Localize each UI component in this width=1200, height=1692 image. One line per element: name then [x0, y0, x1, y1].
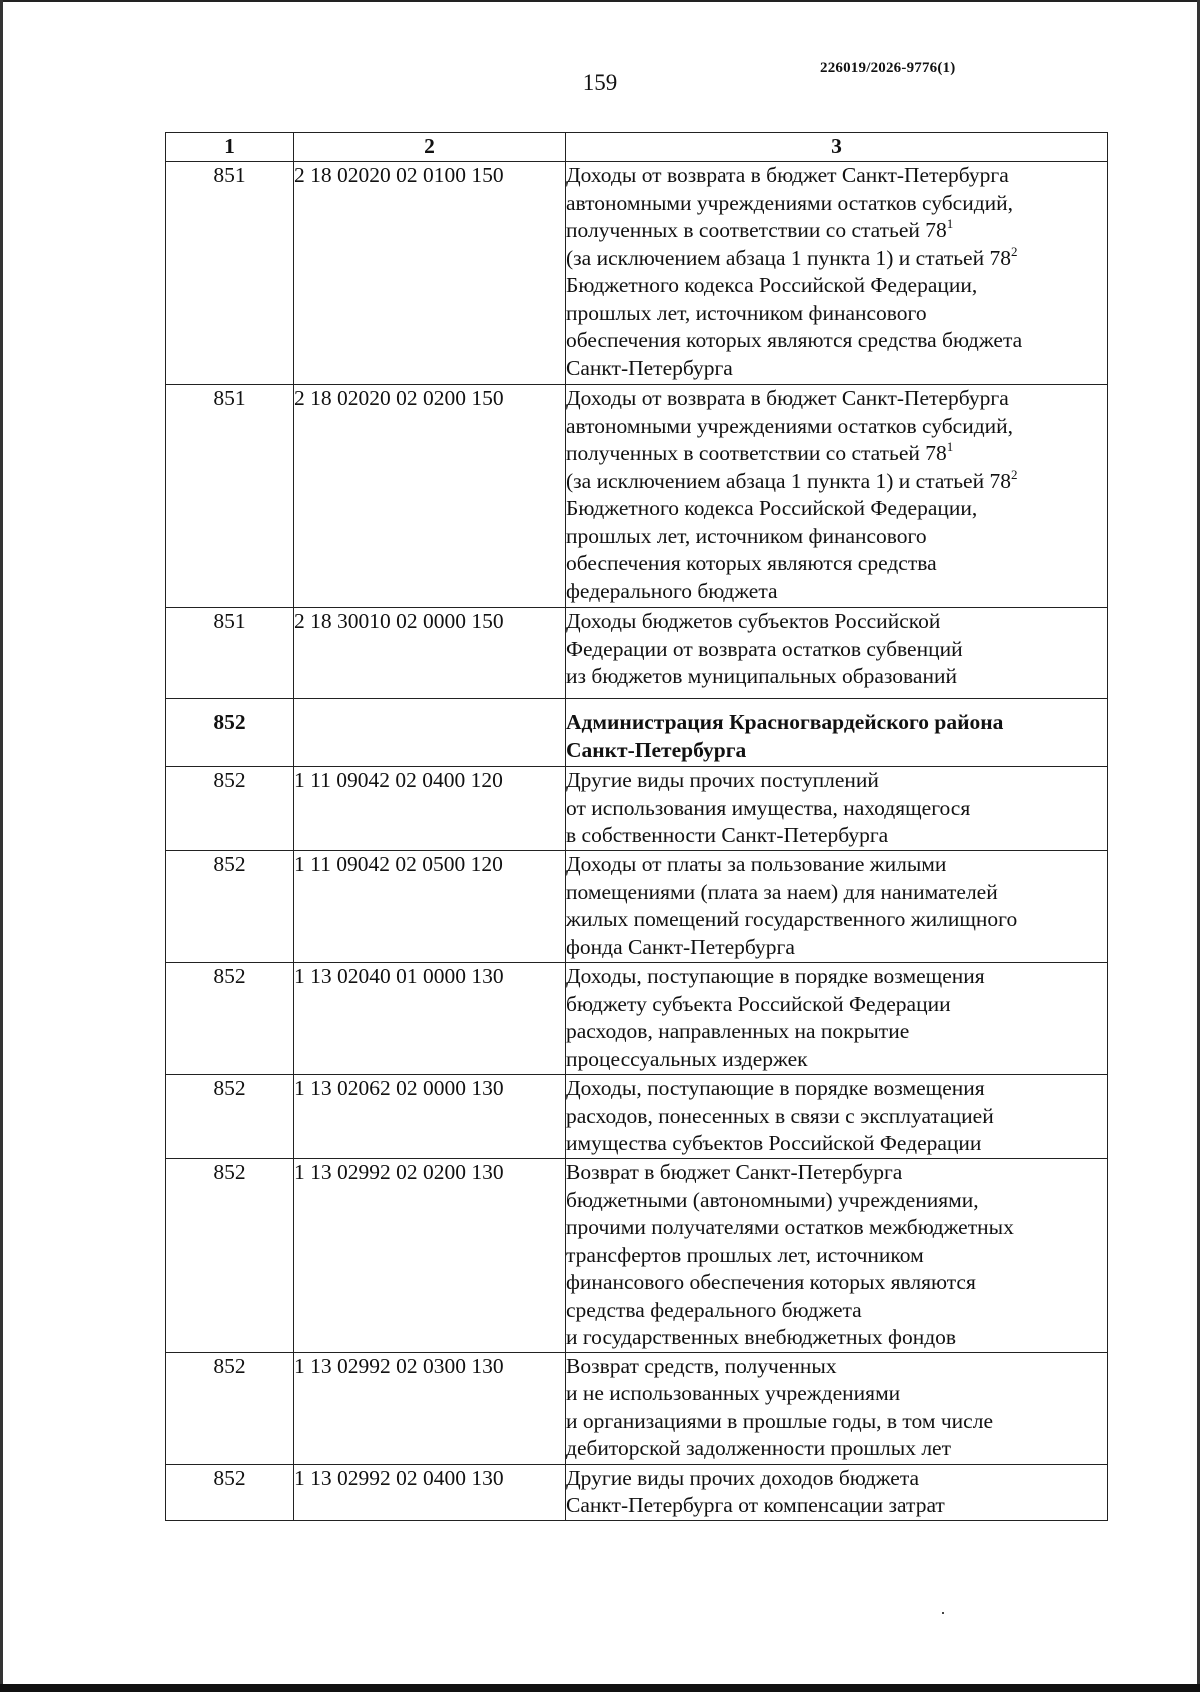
description-line: (за исключением абзаца 1 пункта 1) и статьей $78^2$: [566, 243, 1018, 270]
column-header-3: 3: [566, 133, 1108, 162]
section-title-cell: [566, 699, 1108, 767]
revenue-code-cell: 2 18 30010 02 0000 150: [294, 608, 566, 699]
description-line: бюджету субъекта Российской Федерации: [566, 991, 951, 1016]
table-row: [166, 767, 1108, 851]
description-line: в собственности Санкт-Петербурга: [566, 823, 889, 847]
column-header-2: 2: [294, 133, 566, 162]
admin-code-cell: 852: [166, 1159, 294, 1353]
admin-code-cell: 851: [166, 608, 294, 699]
column-header-1: 1: [166, 133, 294, 162]
table-row: [166, 851, 1108, 963]
revenue-code-cell: 1 13 02992 02 0300 130: [294, 1352, 566, 1464]
description-line: Доходы от возврата в бюджет Санкт-Петербурга: [566, 386, 1009, 410]
revenue-code-cell: 1 13 02992 02 0400 130: [294, 1464, 566, 1520]
table-row: [166, 385, 1108, 608]
description-line: бюджетными (автономными) учреждениями,: [566, 1187, 979, 1212]
admin-code-cell: 852: [166, 963, 294, 1075]
admin-code-cell: 852: [166, 851, 294, 963]
description-line: и не использованных учреждениями: [566, 1381, 901, 1405]
description-line: Другие виды прочих доходов бюджета: [566, 1465, 920, 1490]
description-line: Другие виды прочих поступлений: [566, 768, 879, 792]
superscript: 2: [1010, 466, 1018, 482]
description-line: имущества субъектов Российской Федерации: [566, 1131, 982, 1155]
superscript: 1: [946, 439, 954, 454]
section-title-line: Администрация Красногвардейского района: [566, 710, 1004, 734]
description-cell: [566, 162, 1108, 385]
revenue-code-cell: 1 13 02040 01 0000 130: [294, 963, 566, 1075]
description-line: Доходы, поступающие в порядке возмещения: [566, 1076, 985, 1100]
description-line: обеспечения которых являются средства бюджета: [566, 328, 1023, 352]
description-line: Доходы бюджетов субъектов Российской: [566, 609, 941, 633]
description-line: автономными учреждениями остатков субсидий,: [566, 190, 1014, 215]
table-row: [166, 1464, 1108, 1520]
description-line: расходов, направленных на покрытие: [566, 1019, 910, 1043]
scan-border-left: [0, 0, 3, 1692]
description-line: средства федерального бюджета: [566, 1297, 862, 1322]
description-line: Доходы от возврата в бюджет Санкт-Петербурга: [566, 163, 1009, 187]
description-cell: [566, 767, 1108, 851]
description-line: фонда Санкт-Петербурга: [566, 934, 795, 959]
description-line: Бюджетного кодекса Российской Федерации,: [566, 273, 978, 297]
description-line: прошлых лет, источником финансового: [566, 300, 927, 325]
revenue-code-cell: 2 18 02020 02 0100 150: [294, 162, 566, 385]
revenue-codes-table: [165, 132, 1108, 1521]
table-row: [166, 162, 1108, 385]
description-line: Доходы, поступающие в порядке возмещения: [566, 964, 985, 988]
description-cell: [566, 608, 1108, 699]
admin-code-cell: 852: [166, 1075, 294, 1159]
page-number: 159: [582, 70, 618, 95]
description-line: Федерации от возврата остатков субвенций: [566, 636, 963, 661]
revenue-code-cell: [294, 699, 566, 767]
admin-code-cell: 852: [166, 1464, 294, 1520]
table-row: [166, 1159, 1108, 1353]
description-line: полученных в соответствии со статьей $78^1$: [566, 439, 954, 465]
description-line: помещениями (плата за наем) для нанимателей: [566, 879, 998, 904]
description-line: Доходы от платы за пользование жилыми: [566, 852, 947, 876]
description-cell: [566, 1159, 1108, 1353]
description-line: прочими получателями остатков межбюджетных: [566, 1215, 1014, 1239]
description-line: (за исключением абзаца 1 пункта 1) и статьей $78^2$: [566, 466, 1018, 493]
description-line: финансового обеспечения которых являются: [566, 1270, 976, 1294]
revenue-code-cell: 1 11 09042 02 0500 120: [294, 851, 566, 963]
revenue-code-cell: 1 13 02062 02 0000 130: [294, 1075, 566, 1159]
description-line: федерального бюджета: [566, 578, 778, 603]
admin-code-cell: 852: [166, 699, 294, 767]
description-cell: [566, 1075, 1108, 1159]
description-cell: [566, 1352, 1108, 1464]
description-line: Бюджетного кодекса Российской Федерации,: [566, 496, 978, 520]
revenue-code-cell: 2 18 02020 02 0200 150: [294, 385, 566, 608]
description-cell: [566, 851, 1108, 963]
description-line: дебиторской задолженности прошлых лет: [566, 1436, 951, 1460]
table-row: [166, 1075, 1108, 1159]
scan-border-bottom: [0, 1684, 1200, 1692]
description-line: процессуальных издержек: [566, 1046, 808, 1071]
admin-code-cell: 852: [166, 1352, 294, 1464]
description-line: автономными учреждениями остатков субсидий,: [566, 413, 1014, 438]
description-line: Санкт-Петербурга от компенсации затрат: [566, 1493, 945, 1517]
description-line: и организациями в прошлые годы, в том числе: [566, 1408, 993, 1433]
description-line: жилых помещений государственного жилищного: [566, 907, 1018, 931]
admin-code-cell: 851: [166, 385, 294, 608]
table-row: [166, 1352, 1108, 1464]
table-row: [166, 963, 1108, 1075]
superscript: 2: [1010, 243, 1018, 259]
admin-code-cell: 852: [166, 767, 294, 851]
admin-code-cell: 851: [166, 162, 294, 385]
description-line: от использования имущества, находящегося: [566, 795, 971, 820]
scan-border-top: [0, 0, 1200, 2]
revenue-code-cell: 1 11 09042 02 0400 120: [294, 767, 566, 851]
description-line: Санкт-Петербурга: [566, 355, 733, 380]
description-line: Возврат средств, полученных: [566, 1353, 837, 1378]
superscript: 1: [946, 216, 954, 231]
description-line: расходов, понесенных в связи с эксплуатацией: [566, 1103, 994, 1128]
description-line: трансфертов прошлых лет, источником: [566, 1242, 924, 1267]
scan-speck: [942, 1612, 944, 1614]
description-line: и государственных внебюджетных фондов: [566, 1325, 957, 1349]
description-line: обеспечения которых являются средства: [566, 551, 937, 575]
revenue-code-cell: 1 13 02992 02 0200 130: [294, 1159, 566, 1353]
description-cell: [566, 963, 1108, 1075]
table-header: [166, 133, 1108, 162]
description-line: из бюджетов муниципальных образований: [566, 664, 957, 688]
description-line: Возврат в бюджет Санкт-Петербурга: [566, 1160, 903, 1184]
table-row: [166, 608, 1108, 699]
section-title-line: Санкт-Петербурга: [566, 737, 747, 762]
description-cell: [566, 1464, 1108, 1520]
description-line: прошлых лет, источником финансового: [566, 523, 927, 548]
description-line: полученных в соответствии со статьей $78^1$: [566, 216, 954, 242]
document-id: 226019/2026-9776(1): [820, 60, 956, 76]
description-cell: [566, 385, 1108, 608]
table-section-row: [166, 699, 1108, 767]
